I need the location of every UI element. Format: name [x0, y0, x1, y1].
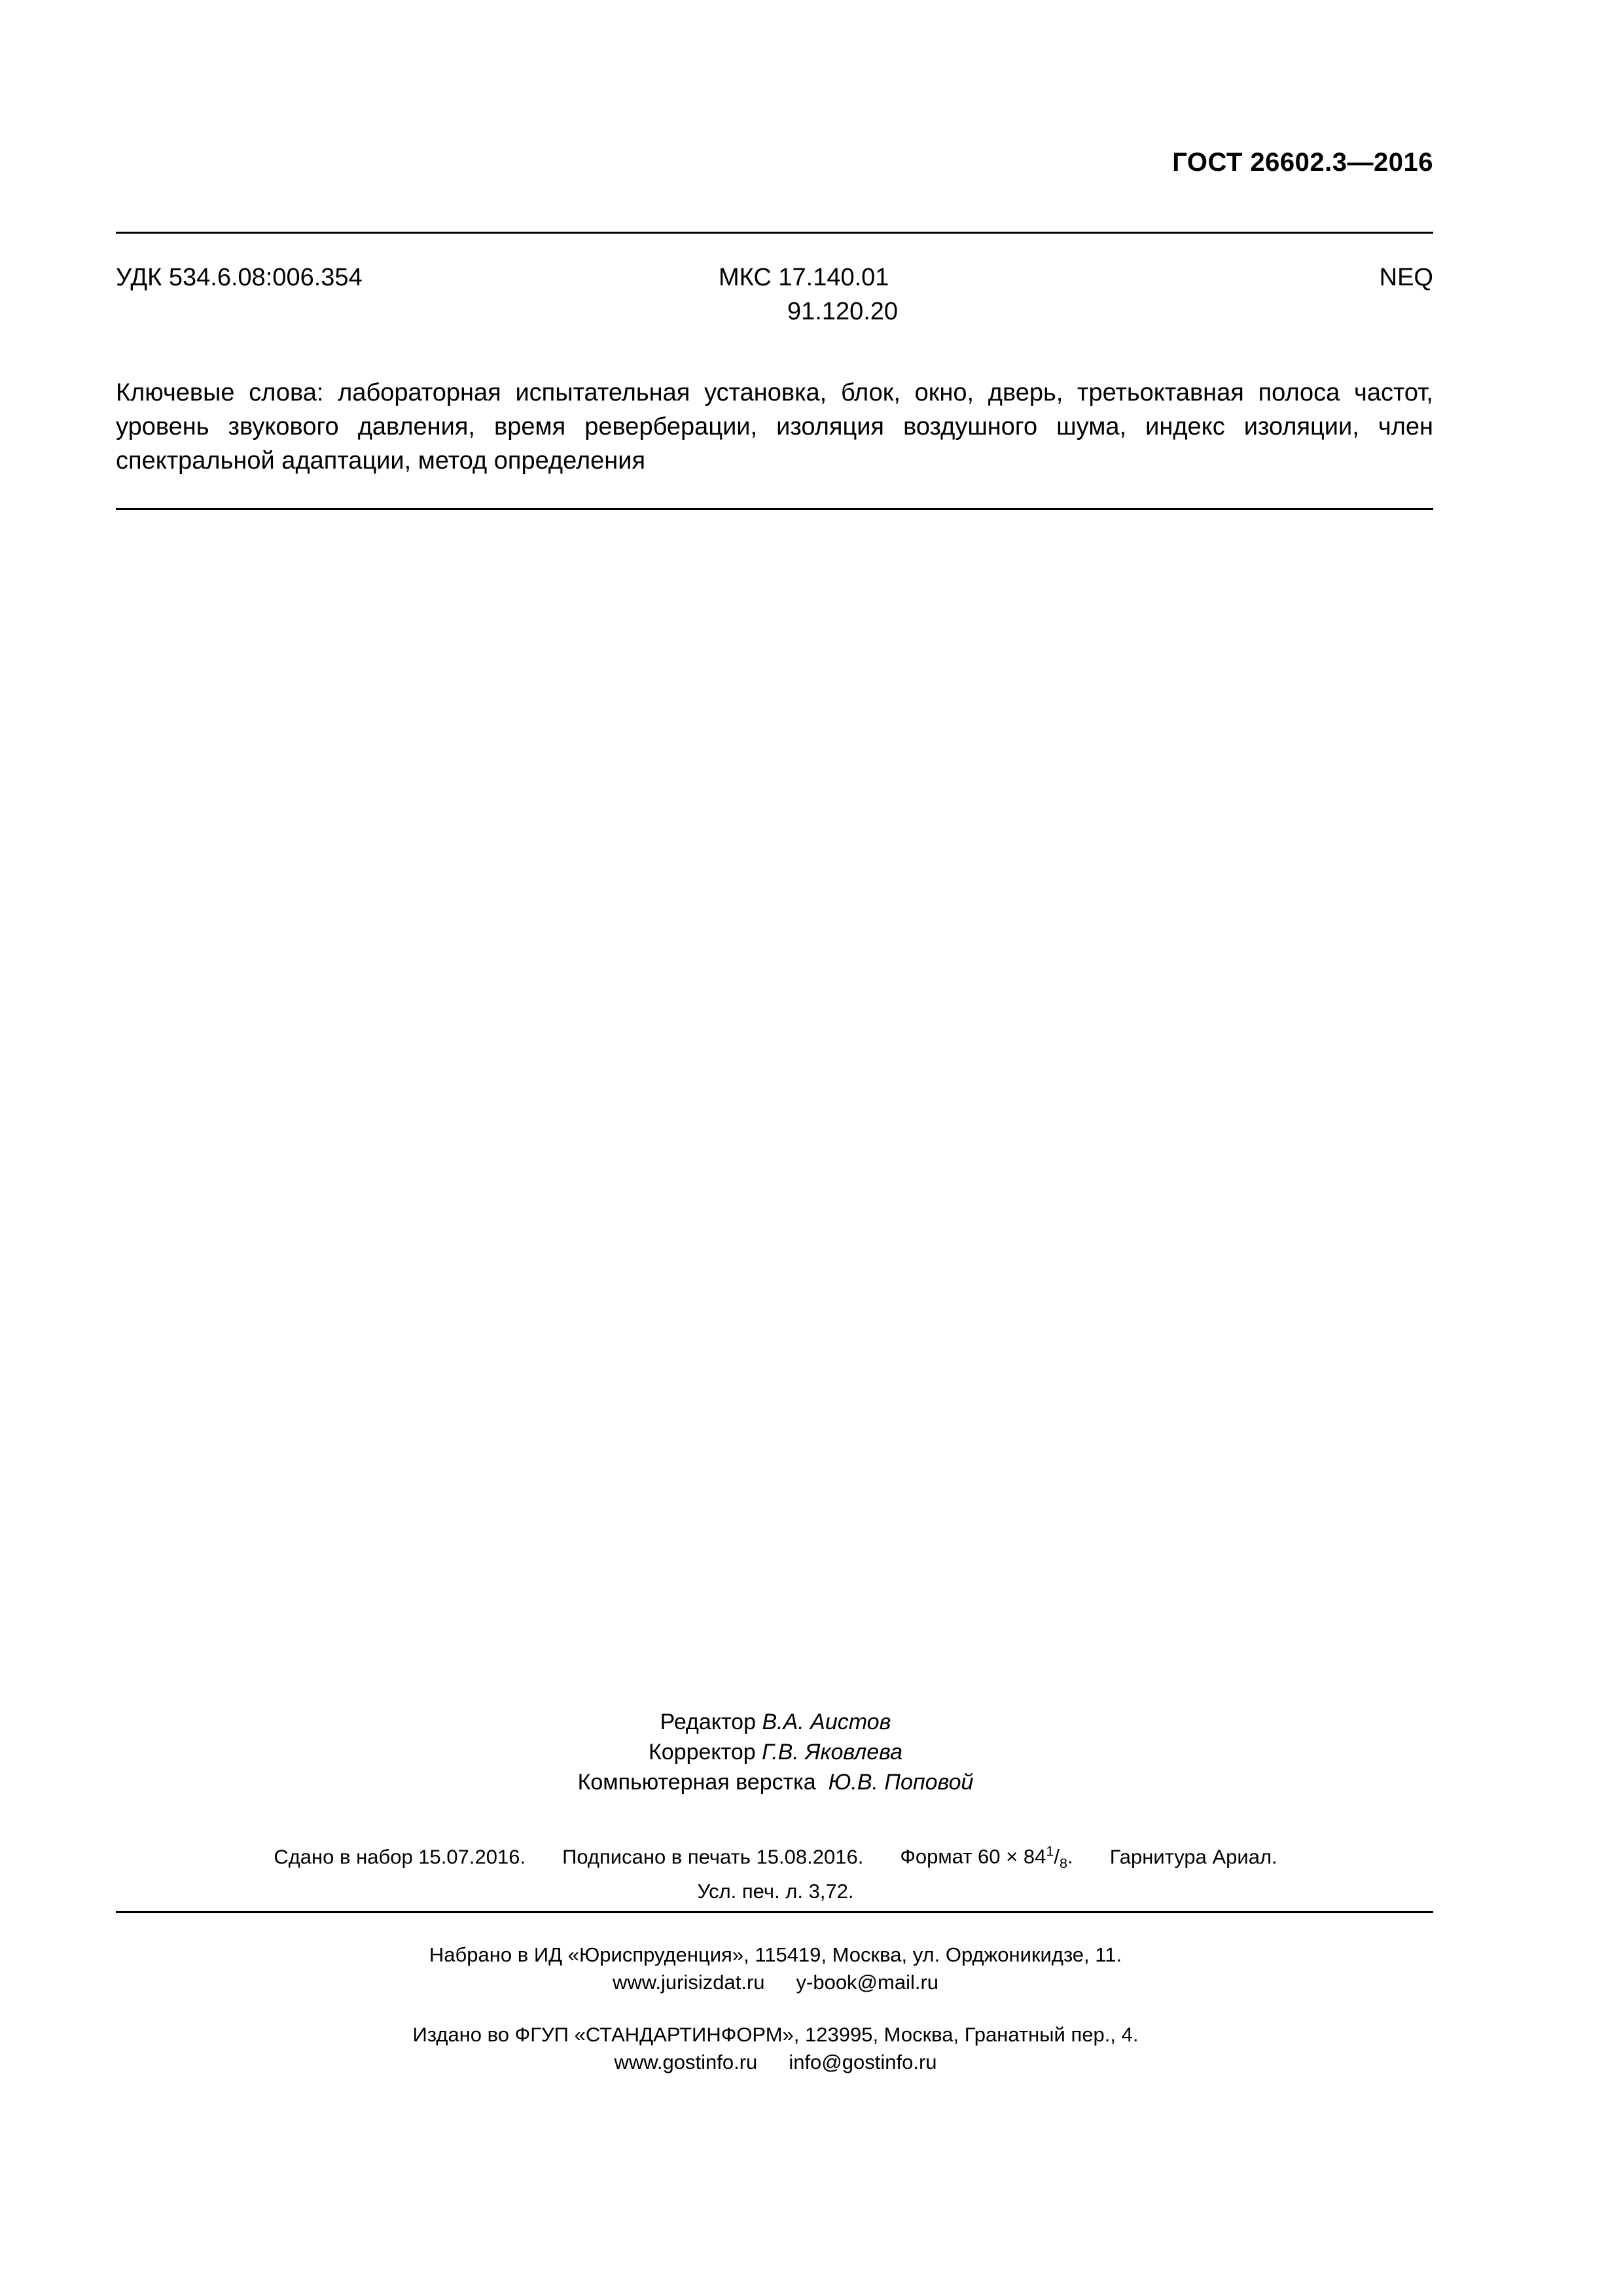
print-info-line [0, 1838, 1551, 1878]
standard-number: ГОСТ 26602.3—2016 [1172, 148, 1433, 177]
submitted-date: Сдано в набор 15.07.2016. [274, 1845, 526, 1869]
sheets-count: Усл. печ. л. 3,72. [697, 1879, 854, 1903]
keywords-rule [116, 508, 1433, 510]
corrector-label: Корректор [648, 1740, 756, 1765]
print-info-block [0, 1838, 1551, 1905]
paper-format: Формат $60 \times 84^1/_8$. [900, 1843, 1073, 1872]
signed-date: Подписано в печать 15.08.2016. [562, 1845, 864, 1869]
typeface: Гарнитура Ариал. [1109, 1845, 1277, 1869]
publisher-address: Издано во ФГУП «СТАНДАРТИНФОРМ», 123995, Москва, Гранатный пер., 4. [412, 2023, 1139, 2046]
publisher-block [0, 2021, 1551, 2076]
correspondence-code: NEQ [1379, 264, 1433, 291]
imprint-rule [116, 1911, 1433, 1913]
editor-line [0, 1707, 1551, 1737]
keywords-paragraph: Ключевые слова: лабораторная испытательная установка, блок, окно, дверь, третьоктавная полоса частот, уровень звукового давления, время реверберации, изоляция воздушного шума, индекс изоляции, член спектральной адаптации, метод определения [116, 379, 1433, 475]
typeset-website-link[interactable]: www.jurisizdat.ru [612, 1971, 765, 1994]
editor-label: Редактор [660, 1710, 756, 1734]
publisher-website-link[interactable]: www.gostinfo.ru [614, 2051, 758, 2073]
publisher-contacts [0, 2049, 1551, 2076]
layout-label: Компьютерная верстка [577, 1770, 816, 1795]
udk-code: УДК 534.6.08:006.354 [116, 264, 363, 291]
publisher-email-link[interactable]: info@gostinfo.ru [789, 2051, 937, 2073]
typeset-block [0, 1941, 1551, 1996]
corrector-name: Г.В. Яковлева [762, 1740, 903, 1765]
layout-name: Ю.В. Поповой [828, 1770, 974, 1795]
layout-line [0, 1767, 1551, 1797]
typeset-address: Набрано в ИД «Юриспруденция», 115419, Москва, ул. Орджоникидзе, 11. [429, 1943, 1122, 1966]
typeset-email-link[interactable]: y-book@mail.ru [796, 1971, 939, 1994]
typeset-contacts [0, 1969, 1551, 1996]
corrector-line [0, 1737, 1551, 1767]
mks-code-1: МКС 17.140.01 [719, 264, 889, 291]
credits-block [0, 1707, 1551, 1797]
header-rule [116, 232, 1433, 234]
editor-name: В.А. Аистов [762, 1710, 891, 1734]
mks-code-2: 91.120.20 [787, 298, 899, 325]
